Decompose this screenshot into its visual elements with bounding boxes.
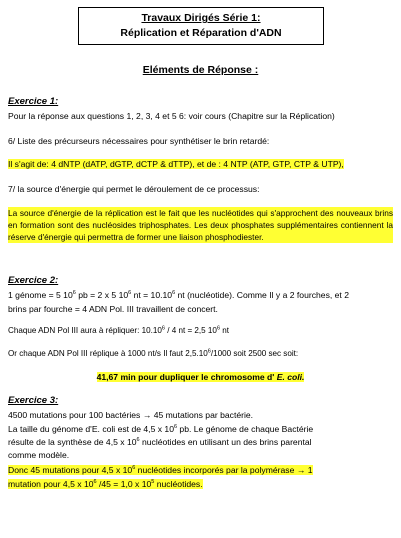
ex3-l6-sup1: 6 bbox=[93, 479, 97, 486]
ex3-l5-highlight bbox=[8, 465, 313, 475]
ex3-l6-b: /45 = 1,0 x 10 bbox=[96, 479, 152, 489]
ex2-l3-sup1: 6 bbox=[161, 325, 165, 332]
ex3-l6-c: nucléotides. bbox=[154, 479, 203, 489]
exercise-2-title: Exercice 2: bbox=[8, 275, 59, 286]
ex3-l3-a: résulte de la synthèse de 4,5 x 10 bbox=[8, 437, 137, 447]
ex3-l3-sup: 6 bbox=[136, 437, 140, 444]
ex2-l4-b: /1000 soit 2500 sec soit: bbox=[210, 349, 299, 358]
ex3-l6-sup2: 5 bbox=[151, 479, 155, 486]
ex1-answer-6-line bbox=[8, 158, 393, 170]
ex2-l1-sup2: 6 bbox=[128, 290, 132, 297]
ex3-l2-a: La taille du génome d'E. coli est de 4,5 x 10 bbox=[8, 424, 174, 434]
section-subtitle: Eléments de Réponse : bbox=[142, 64, 259, 76]
ex2-l1-b: pb = 2 x 5 10 bbox=[75, 290, 129, 300]
ex3-l2-sup: 6 bbox=[173, 424, 178, 431]
ex3-line-4: comme modèle. bbox=[8, 450, 70, 460]
ex2-l1-d: nt (nucléotide). Comme Il y a 2 fourches, et 2 bbox=[175, 290, 349, 300]
ex1-question-7: 7/ la source d'énergie qui permet le déroulement de ce processus: bbox=[8, 184, 260, 194]
ex2-line-4 bbox=[8, 348, 393, 360]
ex1-answer-7: La source d'énergie de la réplication est le fait que les nucléotides qui s'approchent des nouveaux brins en formation sont des nucléosides triphosphates. Les deux phosphates supplémentaires contiennent la réserve d'énergie qui permettra de former une liaison phosphodiester. bbox=[8, 208, 393, 242]
ex3-l3-b: nucléotides en utilisant un des brins parental bbox=[139, 437, 312, 447]
ex2-l3-c: nt bbox=[220, 326, 229, 335]
ex2-result bbox=[97, 372, 305, 382]
ex2-l3-a: Chaque ADN Pol III aura à répliquer: 10.10 bbox=[8, 326, 162, 335]
ex1-question-1-5: Pour la réponse aux questions 1, 2, 3, 4 et 5 6: voir cours (Chapitre sur la Réplication) bbox=[8, 111, 335, 121]
ex3-line-1: 4500 mutations pour 100 bactéries → 45 mutations par bactérie. bbox=[8, 410, 254, 420]
ex3-line-5 bbox=[8, 464, 393, 476]
ex3-l6-a: mutation pour 4,5 x 10 bbox=[8, 479, 94, 489]
ex3-line-3 bbox=[8, 436, 393, 448]
ex3-l5-sup: 6 bbox=[132, 465, 136, 472]
ex2-l1-c: nt = 10.10 bbox=[131, 290, 173, 300]
ex3-l2-b: pb. Le génome de chaque Bactérie bbox=[177, 424, 314, 434]
ex2-l4-sup: 6 bbox=[207, 348, 211, 355]
ex2-line-2: brins par fourche = 4 ADN Pol. III travaillent de concert. bbox=[8, 304, 218, 314]
ex1-question-6: 6/ Liste des précurseurs nécessaires pour synthétiser le brin retardé: bbox=[8, 136, 270, 146]
exercise-3-title: Exercice 3: bbox=[8, 395, 59, 406]
ex2-result-b: E. coli. bbox=[276, 372, 305, 382]
ex2-line-1 bbox=[8, 289, 393, 301]
ex3-l6-highlight bbox=[8, 479, 203, 489]
title-box bbox=[78, 7, 324, 45]
ex3-l5-b: nucléotides incorporés par la polymérase → 1 bbox=[135, 465, 313, 475]
title-line-1: Travaux Dirigés Série 1: bbox=[141, 12, 261, 24]
ex2-result-a: 41,67 min pour dupliquer le chromosome d' bbox=[96, 372, 277, 382]
ex2-l1-sup1: 6 bbox=[72, 290, 76, 297]
ex3-l5-a: Donc 45 mutations pour 4,5 x 10 bbox=[8, 465, 133, 475]
exercise-1-title: Exercice 1: bbox=[8, 96, 59, 107]
ex2-l4-a: Or chaque ADN Pol III réplique à 1000 nt/s Il faut 2,5.10 bbox=[8, 349, 208, 358]
ex2-l3-sup2: 6 bbox=[216, 325, 220, 332]
ex2-l1-a: 1 génome = 5 10 bbox=[8, 290, 73, 300]
ex1-answer-6: Il s'agit de: 4 dNTP (dATP, dGTP, dCTP & dTTP), et de : 4 NTP (ATP, GTP, CTP & UTP), bbox=[8, 159, 344, 169]
title-line-2: Réplication et Réparation d'ADN bbox=[120, 27, 282, 39]
ex2-line-3 bbox=[8, 325, 393, 337]
ex2-result-line bbox=[0, 372, 401, 382]
ex3-line-2 bbox=[8, 423, 393, 435]
ex2-l3-b: / 4 nt = 2,5 10 bbox=[164, 326, 217, 335]
ex3-line-6 bbox=[8, 478, 393, 490]
ex2-l1-sup3: 6 bbox=[172, 290, 176, 297]
